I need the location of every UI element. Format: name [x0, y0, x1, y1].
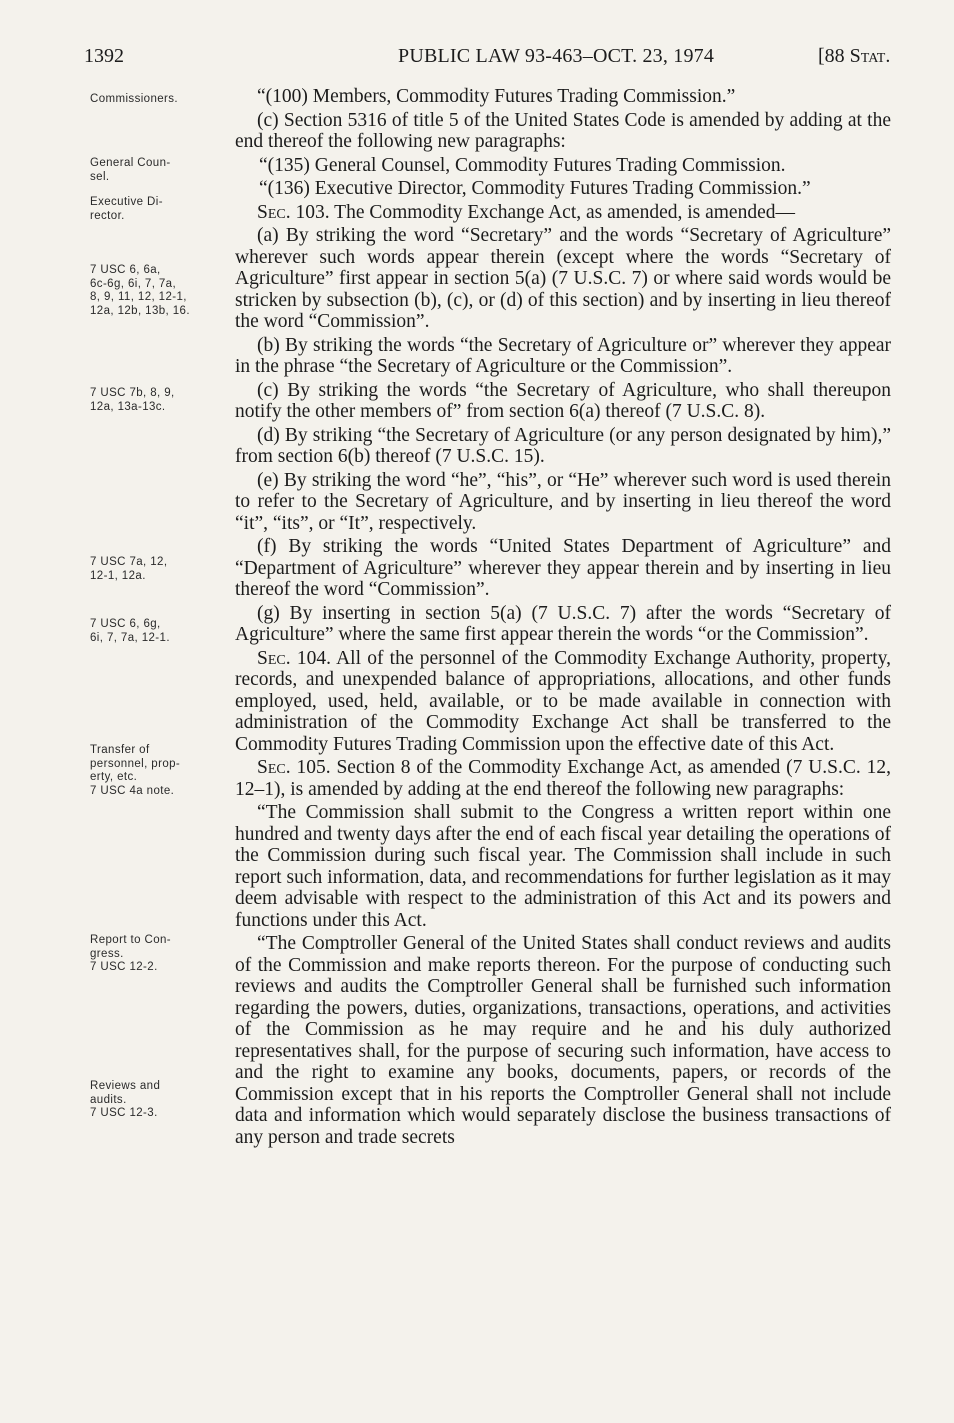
- paragraph-sec-103: [235, 202, 891, 224]
- margin-note-transfer-personnel: Transfer of personnel, prop- erty, etc. 7 USC 4a note.: [90, 744, 181, 797]
- margin-note-commissioners: Commissioners.: [90, 93, 179, 105]
- paragraph-103-f: (f) By striking the words “United States Department of Agriculture” and “Department of Agriculture” wherever they appear therein and by inserting in lieu thereof the word “Commission”.: [235, 536, 891, 600]
- margin-note-usc-citations-a: 7 USC 6, 6a, 6c-6g, 6i, 7, 7a, 8, 9, 11, 12, 12-1, 12a, 12b, 13b, 16.: [90, 264, 190, 317]
- margin-note-reviews-audits: Reviews and audits. 7 USC 12-3.: [90, 1080, 161, 1119]
- paragraph-comptroller-general: “The Comptroller General of the United States shall conduct reviews and audits of the Commission and make reports thereon. For the purpose of conducting such reviews and audits the Comptroller General shall be furnished such information regarding the powers, duties, organizations, transactions, operations, and activities of the Commission as he may require and he and his duly authorized representatives shall, for the purpose of securing such information, have access to and the right to examine any books, documents, papers, or records of the Commission except that in his reports the Comptroller General shall not include data and information which would separately disclose the business transactions of any person and trade secrets: [235, 933, 891, 1148]
- paragraph-general-counsel: “(135) General Counsel, Commodity Futures Trading Commission.: [259, 154, 786, 176]
- statute-body: [235, 86, 891, 1416]
- statute-label: Stat.: [849, 45, 891, 67]
- running-head-title: PUBLIC LAW 93-463–OCT. 23, 1974: [398, 45, 715, 67]
- page-number: 1392: [84, 45, 124, 67]
- margin-note-usc-citations-e: 7 USC 7a, 12, 12-1, 12a.: [90, 556, 168, 582]
- paragraph-103-d: (d) By striking “the Secretary of Agriculture (or any person designated by him),” from section 6(b) thereof (7 U.S.C. 15).: [235, 424, 891, 467]
- paragraph-103-g: (g) By inserting in section 5(a) (7 U.S.C. 7) after the words “Secretary of Agriculture” where the same first appear therein the words “or the Commission”.: [235, 602, 891, 645]
- section-text-104: All of the personnel of the Commodity Exchange Authority, property, records, and unexpended balance of appropriations, allocations, and other funds employed, used, held, available, or to be made available in connection with administration of the Commodity Exchange Act shall be transferred to the Commodity Futures Trading Commission upon the effective date of this Act.: [235, 647, 891, 755]
- section-text-105: Section 8 of the Commodity Exchange Act, as amended (7 U.S.C. 12, 12–1), is amended by adding at the end thereof the following new paragraphs:: [235, 757, 891, 800]
- paragraph-103-e: (e) By striking the word “he”, “his”, or “He” wherever such word is used therein to refer to the Secretary of Agriculture, and by inserting in lieu thereof the word “it”, “its”, or “It”, respectively.: [235, 469, 891, 534]
- margin-note-usc-citations-f: 7 USC 6, 6g, 6i, 7, 7a, 12-1.: [90, 618, 170, 644]
- margin-note-executive-director: Executive Di- rector.: [90, 196, 163, 222]
- section-text-103: The Commodity Exchange Act, as amended, is amended—: [334, 201, 795, 223]
- paragraph-5316-amendment: (c) Section 5316 of title 5 of the United States Code is amended by adding at the end thereof the following new paragraphs:: [235, 109, 891, 152]
- paragraph-report-to-congress: “The Commission shall submit to the Congress a written report within one hundred and twenty days after the end of each fiscal year detailing the operations of the Commission during such fiscal year. The Commission shall include in such report such information, data, and recommendations for further legislation as it may deem advisable with respect to the administration of this Act and its powers and functions under this Act.: [235, 802, 891, 931]
- margin-note-report-congress: Report to Con- gress. 7 USC 12-2.: [90, 934, 172, 973]
- section-label-104: Sec. 104.: [257, 647, 331, 669]
- section-label-103: Sec. 103.: [257, 201, 330, 223]
- paragraph-103-c: (c) By striking the words “the Secretary of Agriculture, who shall thereupon notify the other members of” from section 6(a) thereof (7 U.S.C. 8).: [235, 379, 891, 422]
- margin-note-general-counsel: General Coun- sel.: [90, 157, 171, 183]
- paragraph-members: “(100) Members, Commodity Futures Trading Commission.”: [257, 86, 736, 107]
- paragraph-103-b: (b) By striking the words “the Secretary of Agriculture or” wherever they appear in the phrase “the Secretary of Agriculture or the Commission”.: [235, 334, 891, 377]
- statute-volume: [88: [818, 45, 845, 67]
- statute-citation: [818, 44, 908, 68]
- paragraph-sec-104: [235, 648, 891, 756]
- paragraph-sec-105: [235, 757, 891, 800]
- paragraph-103-a: (a) By striking the word “Secretary” and the words “Secretary of Agriculture” wherever such words appear therein (except where the words “Secretary of Agriculture” first appear in section 5(a) (7 U.S.C. 7) or where said words would be stricken by subsection (b), (c), or (d) of this section) and by inserting in lieu thereof the word “Commission”.: [235, 225, 891, 332]
- margin-note-usc-citations-b: 7 USC 7b, 8, 9, 12a, 13a-13c.: [90, 387, 175, 413]
- section-label-105: Sec. 105.: [257, 757, 331, 778]
- paragraph-executive-director: “(136) Executive Director, Commodity Futures Trading Commission.”: [259, 178, 811, 199]
